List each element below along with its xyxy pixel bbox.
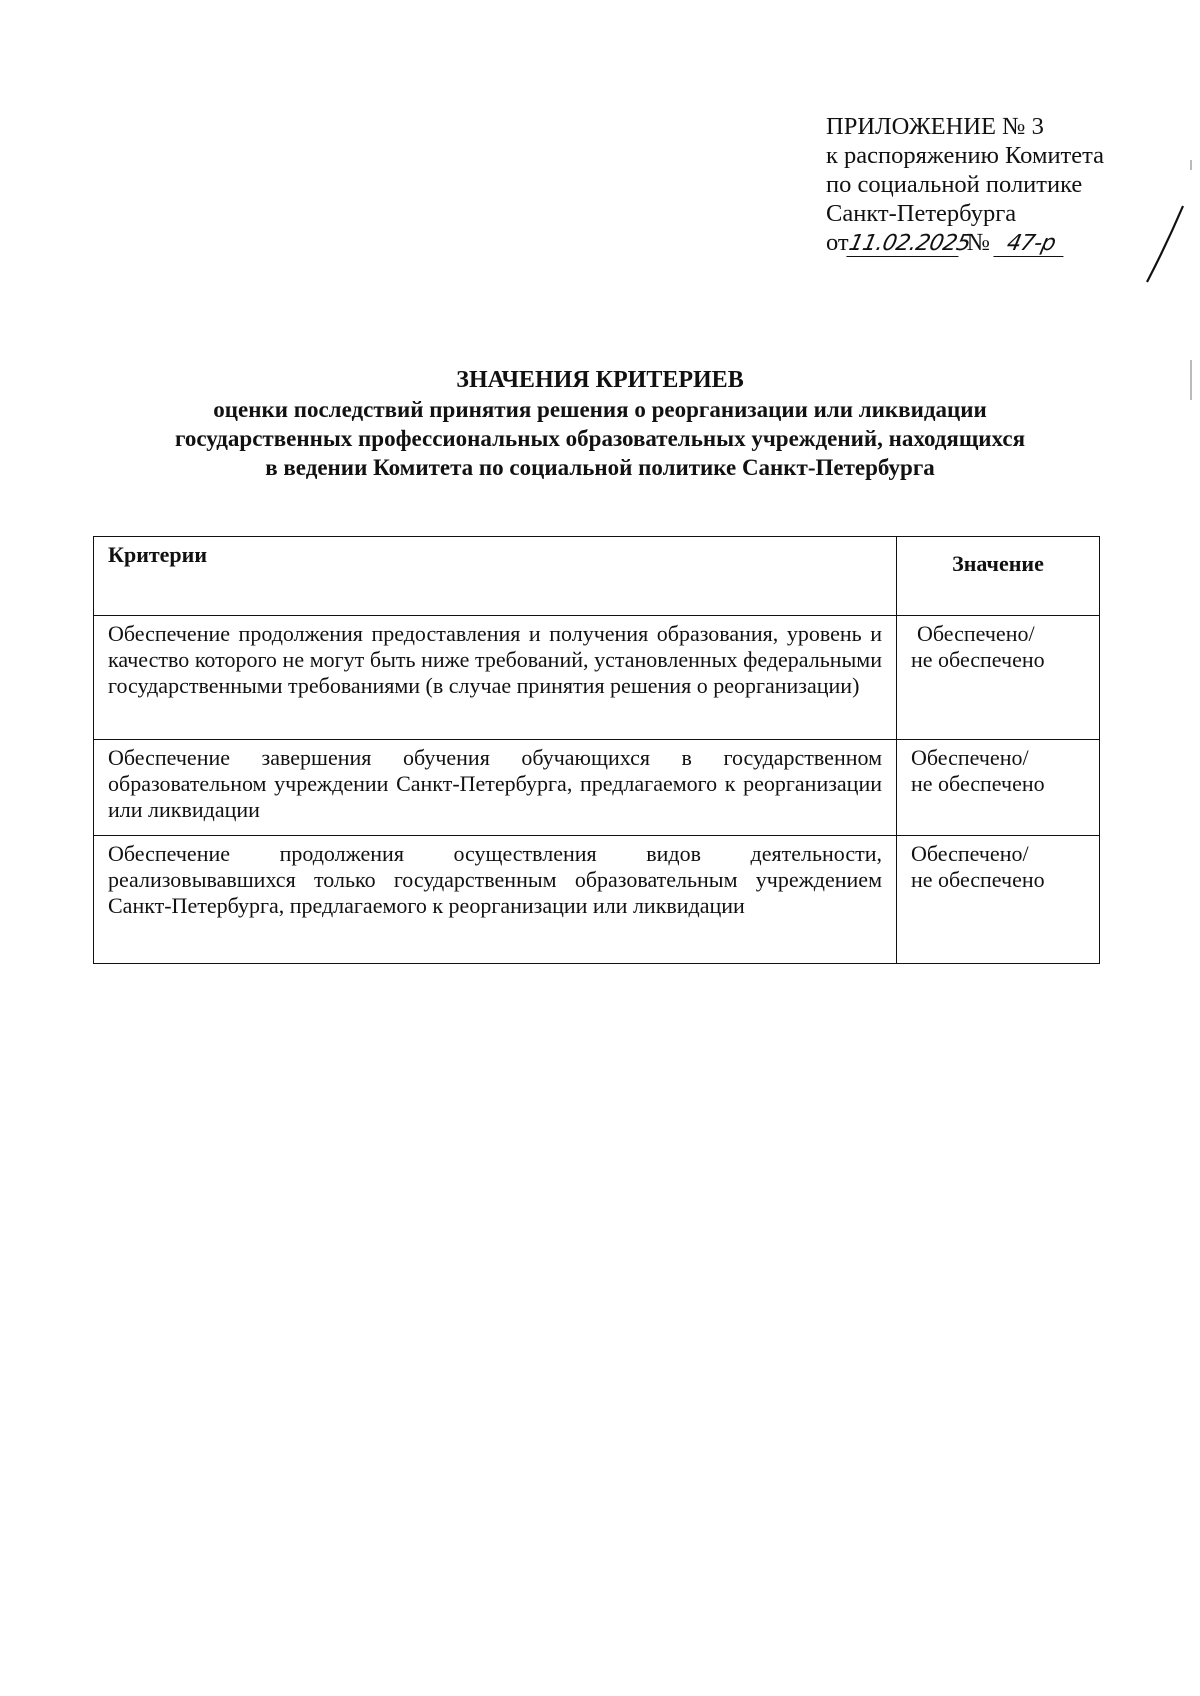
value-line-2: не обеспечено [911,771,1045,796]
criteria-table [93,536,1100,964]
attachment-line-city: Санкт-Петербурга [826,200,1017,227]
document-subtitle-line-3: в ведении Комитета по социальной политике Санкт-Петербурга [265,455,935,480]
value-line-1: Обеспечено/ [911,745,1029,770]
table-row [94,836,1100,964]
value-cell [897,616,1100,740]
document-subtitle-line-1: оценки последствий принятия решения о реорганизации или ликвидации [213,397,987,422]
criterion-cell: Обеспечение продолжения осуществления видов деятельности, реализовывавшихся только государственным образовательным учреждением Санкт-Петербурга, предлагаемого к реорганизации или ликвидации [94,836,897,964]
document-title: ЗНАЧЕНИЯ КРИТЕРИЕВ [456,367,744,393]
document-title-block [60,366,1140,482]
attachment-line-order: к распоряжению Комитета [826,142,1105,169]
value-line-2: не обеспечено [911,867,1045,892]
table-row [94,616,1100,740]
header-criteria: Критерии [94,537,897,616]
scan-artifact [1190,360,1192,400]
header-value: Значение [897,537,1100,616]
attachment-line-committee: по социальной политике [826,171,1083,198]
attachment-title: ПРИЛОЖЕНИЕ № 3 [826,113,1044,140]
handwritten-number: 47-р [993,232,1068,257]
criterion-cell: Обеспечение завершения обучения обучающихся в государственном образовательном учреждении Санкт-Петербурга, предлагаемого к реорганизации или ликвидации [94,740,897,836]
table-row [94,740,1100,836]
handwritten-stroke-icon [1131,204,1191,284]
date-prefix: от [826,229,849,256]
table-header-row [94,537,1100,616]
scan-artifact [1190,160,1192,170]
number-sign: № [966,229,991,256]
value-cell [897,740,1100,836]
value-line-1: Обеспечено/ [911,841,1029,866]
criterion-cell: Обеспечение продолжения предоставления и получения образования, уровень и качество которого не могут быть ниже требований, установленных федеральными государственными требованиями (в случае принятия решения о реорганизации) [94,616,897,740]
attachment-header [826,112,1156,257]
value-line-2: не обеспечено [911,647,1045,672]
attachment-date-line [826,228,1156,257]
handwritten-date: 11.02.2025 [846,231,973,256]
value-cell [897,836,1100,964]
value-line-1: Обеспечено/ [917,621,1035,646]
document-subtitle-line-2: государственных профессиональных образовательных учреждений, находящихся [174,426,1026,451]
